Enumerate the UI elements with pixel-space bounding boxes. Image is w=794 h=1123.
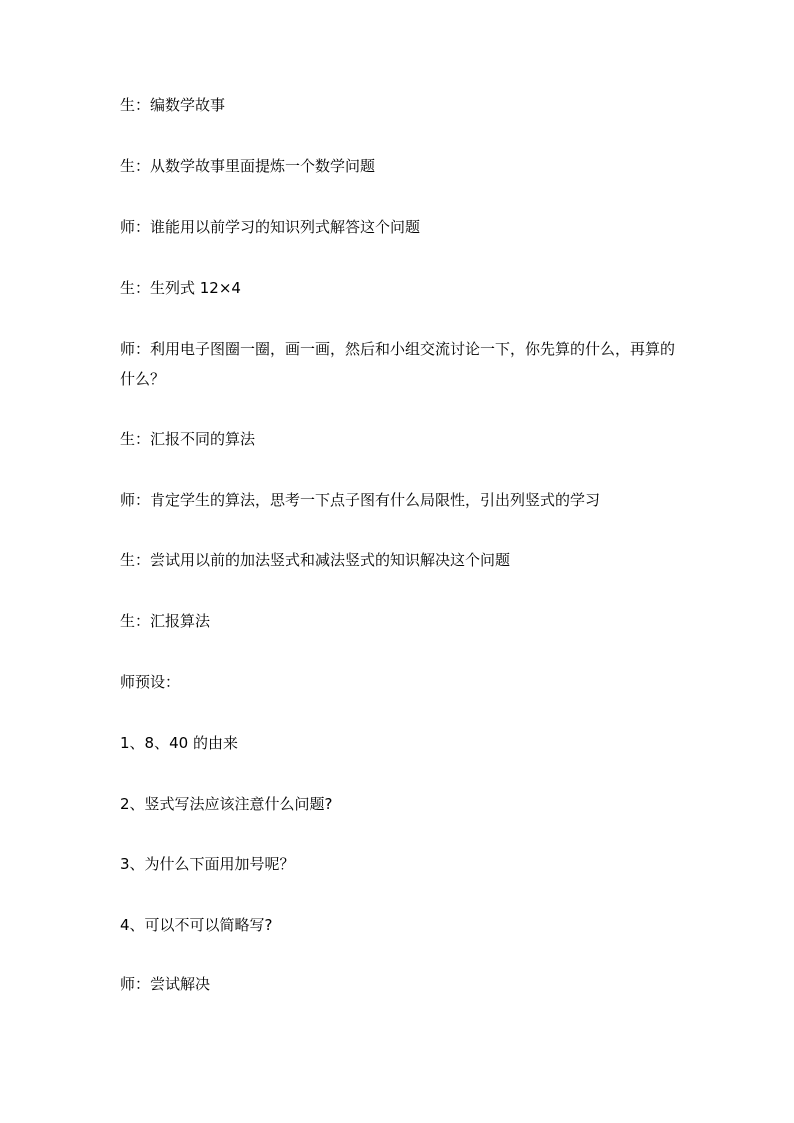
paragraph-5: 师：利用电子图圈一圈，画一画，然后和小组交流讨论一下，你先算的什么，再算的什么？	[120, 340, 676, 388]
paragraph-2: 生：从数学故事里面提炼一个数学问题	[120, 157, 376, 175]
paragraph-7: 师：肯定学生的算法，思考一下点子图有什么局限性，引出列竖式的学习	[120, 491, 601, 509]
paragraph-8: 生：尝试用以前的加法竖式和减法竖式的知识解决这个问题	[120, 551, 511, 569]
paragraph-15: 师：尝试解决	[120, 975, 211, 993]
paragraph-10: 师预设：	[120, 673, 181, 691]
paragraph-3: 师：谁能用以前学习的知识列式解答这个问题	[120, 218, 421, 236]
paragraph-6: 生：汇报不同的算法	[120, 430, 256, 448]
paragraph-14: 4、可以不可以简略写?	[120, 916, 273, 934]
paragraph-4: 生：生列式 12×4	[120, 279, 241, 297]
paragraph-11: 1、8、40 的由来	[120, 734, 238, 752]
paragraph-9: 生：汇报算法	[120, 612, 211, 630]
paragraph-12: 2、竖式写法应该注意什么问题?	[120, 795, 333, 813]
paragraph-13: 3、为什么下面用加号呢？	[120, 855, 295, 873]
paragraph-1: 生：编数学故事	[120, 96, 226, 114]
